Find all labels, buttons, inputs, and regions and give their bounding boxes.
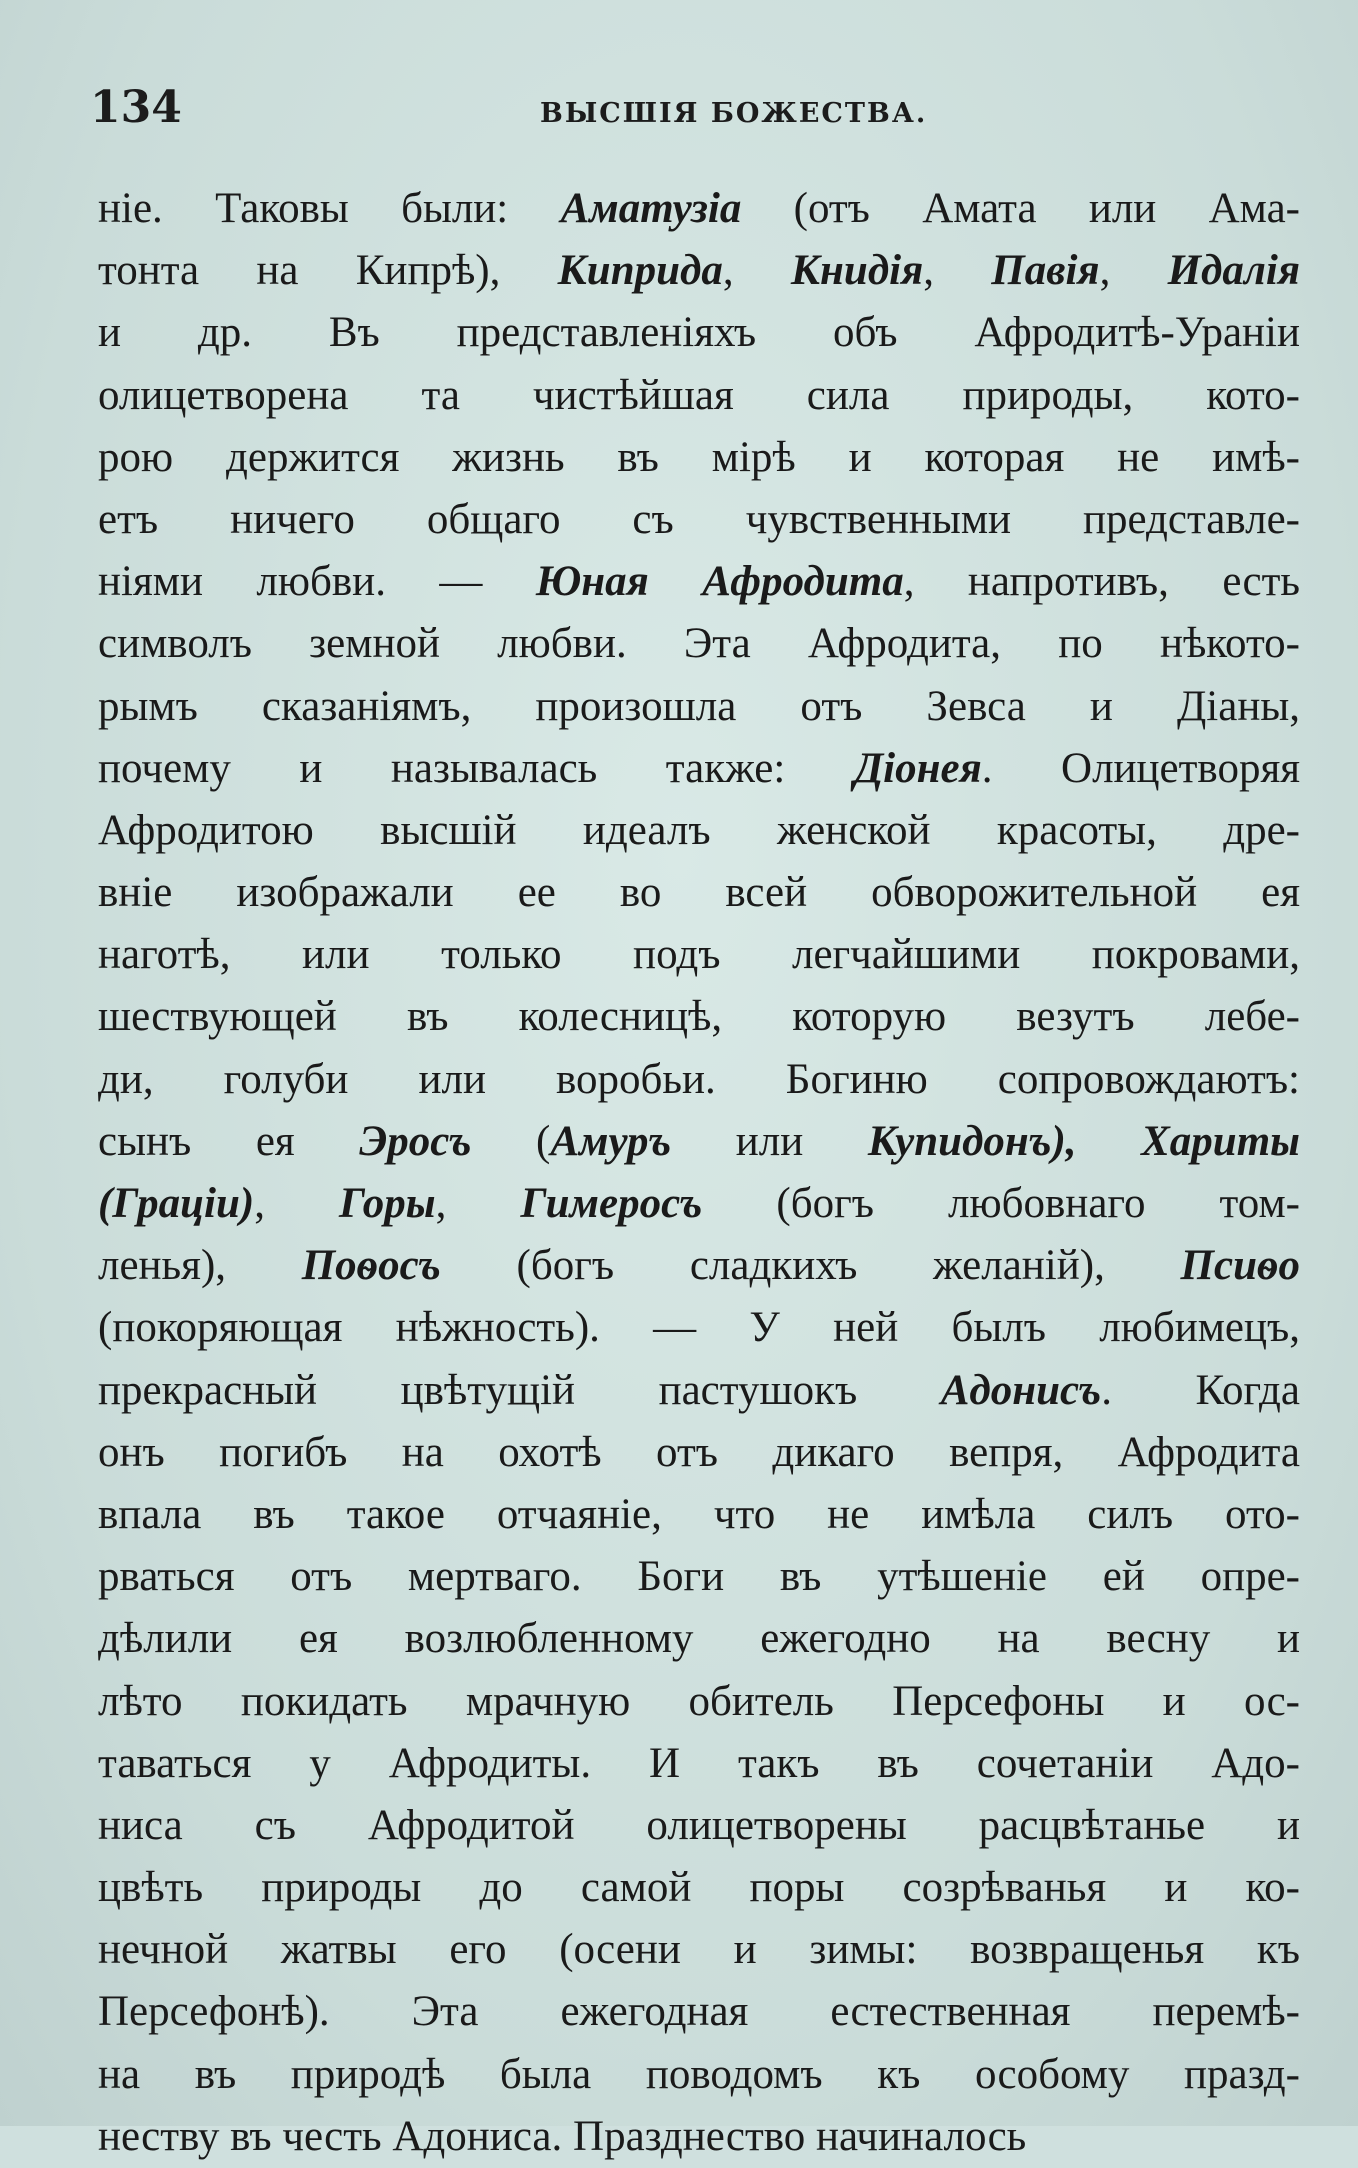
text-run: Персефонѣ). Эта ежегодная естественная перемѣ- [98,1988,1300,2036]
text-line [98,178,1300,240]
text-run: . Когда [1101,1366,1300,1414]
text-run: вніе изображали ее во всей обворожительной ея [98,869,1300,917]
text-run: прекрасный цвѣтущій пастушокъ [98,1366,941,1414]
text-line [98,1111,1300,1173]
text-run: сынъ ея [98,1117,360,1165]
italic-term: (Граціи) [98,1180,255,1227]
text-line [98,240,1300,302]
text-line [98,986,1300,1048]
text-line [98,2044,1300,2106]
text-run: онъ погибъ на охотѣ отъ дикаго вепря, Афродита [98,1428,1300,1476]
italic-term: Павія [991,247,1100,295]
text-line [98,1049,1300,1111]
text-run: Афродитою высшій идеалъ женской красоты, дре- [98,806,1300,854]
text-run: , [435,1180,521,1227]
text-line [98,1235,1300,1297]
text-line [98,738,1300,800]
italic-term: Книдія [790,247,924,295]
text-run: нечной жатвы его (осени и зимы: возвращенья къ [98,1926,1300,1974]
text-line [98,365,1300,427]
text-run: . Олицетворяя [981,744,1300,792]
text-run: на въ природѣ была поводомъ къ особому празд- [98,2050,1300,2098]
text-run: и др. Въ представленіяхъ объ Афродитѣ-Ураніи [98,309,1300,357]
italic-term: Киприда [557,247,723,295]
italic-term: Горы [339,1180,436,1227]
text-line [98,1733,1300,1795]
italic-term: Діонея [853,744,982,792]
text-run: тонта на Кипрѣ), [98,247,558,295]
text-line [98,1671,1300,1733]
text-line [98,924,1300,986]
text-run: рою держится жизнь въ мірѣ и которая не имѣ- [98,433,1300,481]
text-line [98,1919,1300,1981]
text-line [98,1546,1300,1608]
text-line [98,800,1300,862]
text-line [98,1360,1300,1422]
text-run: неству въ честь Адониса. Празднество начиналось [98,2112,1027,2160]
text-line [98,302,1300,364]
text-line [98,427,1300,489]
text-run: ниса съ Афродитой олицетворены расцвѣтанье и [98,1801,1300,1849]
italic-term: Юная Афродита [535,558,904,606]
italic-term: Аматузіа [560,185,742,232]
text-line [98,862,1300,924]
italic-term: Адонисъ [940,1366,1102,1414]
text-line [98,1981,1300,2043]
text-run: ніями любви. — [98,558,536,606]
running-head: ВЫСШІЯ БОЖЕСТВА. [540,98,928,129]
text-line [98,1484,1300,1546]
italic-term: Поѳосъ [301,1242,441,1290]
text-run: наготѣ, или только подъ легчайшими покровами, [98,931,1300,979]
italic-term: Купидонъ), Хариты [867,1117,1300,1165]
text-run: ди, голуби или воробьи. Богиню сопровождаютъ: [98,1055,1300,1103]
text-run: дѣлили ея возлюбленному ежегодно на весну и [98,1615,1300,1663]
text-run: ( [471,1117,551,1165]
text-run: олицетворена та чистѣйшая сила природы, кото- [98,371,1300,419]
text-run: , [923,247,992,295]
text-line [98,1173,1300,1235]
text-run: рымъ сказаніямъ, произошла отъ Зевса и Діаны, [98,682,1300,730]
text-line [98,676,1300,738]
text-run: почему и называлась также: [98,744,854,792]
text-run: (богъ любовнаго том- [702,1180,1300,1227]
text-run: впала въ такое отчаяніе, что не имѣла силъ ото- [98,1490,1300,1538]
text-run: лѣто покидать мрачную обитель Персефоны и ос- [98,1677,1300,1725]
italic-term: Идалія [1167,247,1301,295]
text-run: (покоряющая нѣжность). — У ней былъ любимецъ, [98,1304,1300,1352]
text-run: , [1099,247,1168,295]
text-run: символъ земной любви. Эта Афродита, по нѣкото- [98,620,1300,668]
italic-term: Псиѳо [1180,1242,1300,1290]
text-line [98,2106,1300,2168]
text-line [98,1608,1300,1670]
text-run: ніе. Таковы были: [98,185,561,232]
text-run: ленья), [98,1242,302,1290]
italic-term: Амуръ [550,1117,672,1165]
text-run: , [254,1180,340,1227]
text-run: рваться отъ мертваго. Боги въ утѣшеніе ей опре- [98,1553,1300,1601]
text-line [98,1795,1300,1857]
page-number: 134 [90,82,182,133]
text-line [98,1857,1300,1919]
text-line [98,1422,1300,1484]
text-line [98,551,1300,613]
text-run: или [671,1117,868,1165]
text-run: , напротивъ, есть [903,558,1301,606]
text-run: етъ ничего общаго съ чувственными представле- [98,495,1300,543]
text-run: шествующей въ колесницѣ, которую везутъ лебе- [98,993,1300,1041]
text-line [98,1297,1300,1359]
italic-term: Гимеросъ [520,1180,703,1227]
text-run: таваться у Афродиты. И такъ въ сочетаніи Адо- [98,1739,1300,1787]
text-line [98,489,1300,551]
text-run: (отъ Амата или Ама- [741,185,1300,232]
body-text [98,178,1300,2168]
text-run: цвѣть природы до самой поры созрѣванья и ко- [98,1864,1300,1912]
italic-term: Эросъ [359,1117,472,1165]
text-line [98,613,1300,675]
page-header [90,78,1300,138]
text-run: , [722,247,791,295]
text-run: (богъ сладкихъ желаній), [440,1242,1181,1290]
